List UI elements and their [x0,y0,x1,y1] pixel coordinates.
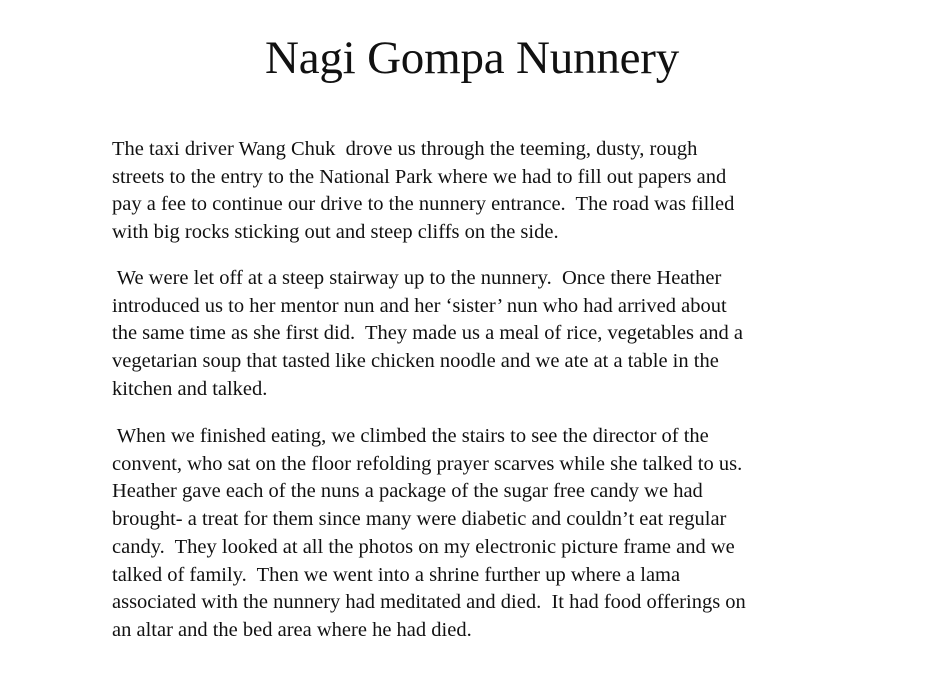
paragraph-line: brought- a treat for them since many were diabetic and couldn’t eat regular [112,508,727,531]
paragraph-line: streets to the entry to the National Park where we had to fill out papers and [112,165,727,188]
paragraph-line: convent, who sat on the floor refolding prayer scarves while she talked to us. [112,452,743,475]
paragraph-line: vegetarian soup that tasted like chicken noodle and we ate at a table in the [112,350,719,373]
paragraph-line: kitchen and talked. [112,377,268,400]
paragraph-3 [112,423,852,645]
paragraph-line: Heather gave each of the nuns a package of the sugar free candy we had [112,480,703,503]
paragraph-line: introduced us to her mentor nun and her ‘sister’ nun who had arrived about [112,294,727,317]
paragraph-line: pay a fee to continue our drive to the nunnery entrance. The road was filled [112,193,735,216]
paragraph-line: an altar and the bed area where he had died. [112,618,472,641]
paragraph-2 [112,265,852,404]
paragraph-line: The taxi driver Wang Chuk drove us through the teeming, dusty, rough [112,138,698,160]
paragraph-line: the same time as she first did. They made us a meal of rice, vegetables and a [112,322,743,345]
paragraph-line: When we finished eating, we climbed the stairs to see the director of the [112,425,709,447]
paragraph-1 [112,136,852,247]
paragraph-line: talked of family. Then we went into a shrine further up where a lama [112,563,681,586]
paragraph-line: associated with the nunnery had meditated and died. It had food offerings on [112,591,746,614]
document-title: Nagi Gompa Nunnery [264,32,680,84]
paragraph-line: candy. They looked at all the photos on my electronic picture frame and we [112,535,735,558]
paragraph-line: We were let off at a steep stairway up to the nunnery. Once there Heather [112,267,722,289]
paragraph-line: with big rocks sticking out and steep cliffs on the side. [112,221,559,244]
